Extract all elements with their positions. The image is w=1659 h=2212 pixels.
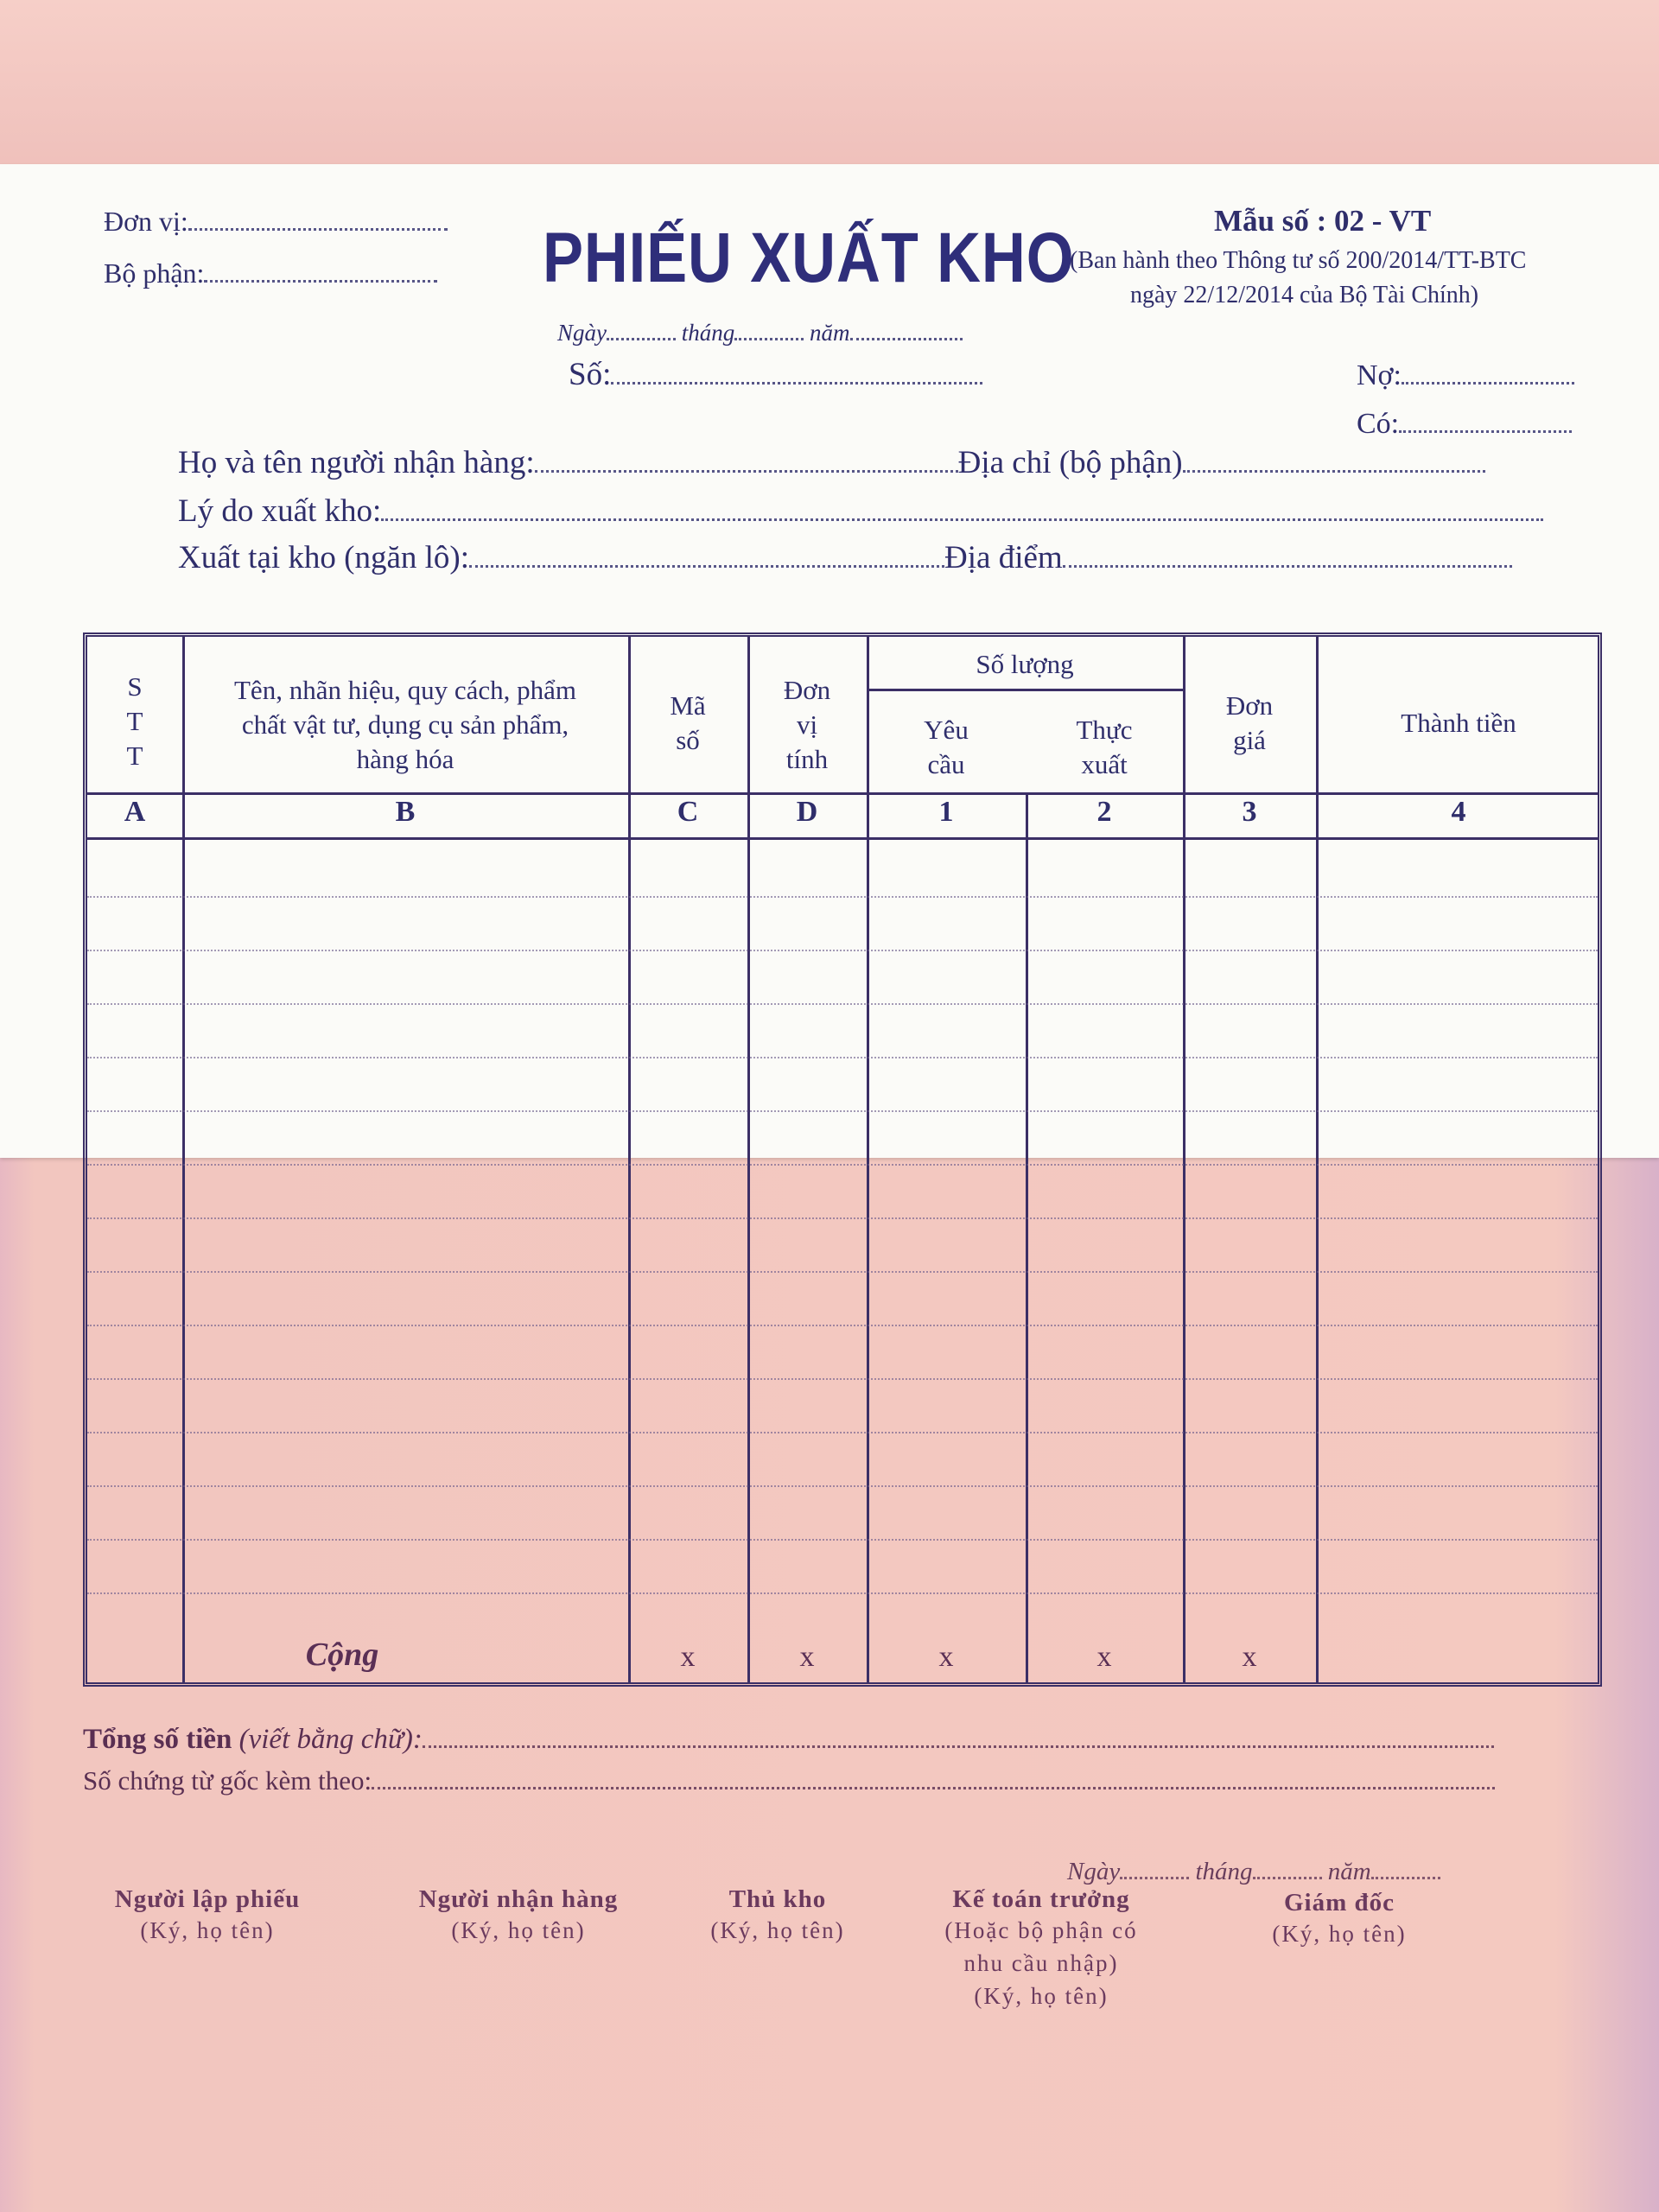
nguoi-nhan-label: Họ và tên người nhận hàng: xyxy=(178,445,535,480)
code-4: 4 xyxy=(1451,796,1466,828)
xuat-tai-kho-field xyxy=(178,539,1512,576)
signature-nguoi-lap-phieu: Người lập phiếu (Ký, họ tên) xyxy=(114,1885,301,1943)
header-date xyxy=(557,320,963,346)
signature-ke-toan-truong: Kế toán trưởng (Hoặc bộ phận có nhu cầu nhập) (Ký, họ tên) xyxy=(944,1885,1138,2009)
code-a: A xyxy=(124,796,146,828)
no-field xyxy=(1357,359,1574,392)
header-stt: S T T xyxy=(126,671,143,771)
bo-phan-field xyxy=(104,257,437,289)
header-so-luong: Số lượng xyxy=(976,649,1074,679)
nam-label: năm xyxy=(810,320,850,346)
code-3: 3 xyxy=(1242,796,1257,828)
code-1: 1 xyxy=(938,796,954,828)
tong-so-tien-label: Tổng số tiền xyxy=(83,1724,232,1755)
code-d: D xyxy=(796,796,818,828)
cong-total-label: Cộng xyxy=(305,1637,379,1673)
header-don-vi-tinh: Đơn vị tính xyxy=(783,675,831,774)
signature-thu-kho: Thủ kho (Ký, họ tên) xyxy=(710,1885,845,1943)
items-table xyxy=(83,632,1602,1687)
header-ten-hang: Tên, nhãn hiệu, quy cách, phẩm chất vật tư, dụng cụ sản phẩm, hàng hóa xyxy=(234,675,576,774)
signature-giam-doc: Giám đốc (Ký, họ tên) xyxy=(1272,1889,1407,1947)
so-chung-tu-label: Số chứng từ gốc kèm theo: xyxy=(83,1765,372,1796)
total-mark-don-gia: x xyxy=(1242,1641,1257,1673)
page-title: PHIẾU XUẤT KHO xyxy=(543,219,1075,297)
footer-ngay-label: Ngày xyxy=(1067,1858,1121,1885)
no-label: Nợ: xyxy=(1357,359,1402,391)
header-ma-so: Mã số xyxy=(670,690,706,755)
header-thuc-xuat: Thực xuất xyxy=(1076,715,1133,779)
tong-so-tien-note: (viết bằng chữ): xyxy=(238,1724,423,1755)
ngay-label: Ngày xyxy=(557,320,607,346)
signature-nguoi-nhan-hang: Người nhận hàng (Ký, họ tên) xyxy=(418,1885,619,1943)
co-field xyxy=(1357,408,1572,441)
footer-nam-label: năm xyxy=(1327,1858,1371,1885)
ban-hanh-line1: (Ban hành theo Thông tư số 200/2014/TT-BTC xyxy=(1070,247,1527,274)
header-thanh-tien: Thành tiền xyxy=(1401,708,1516,738)
code-2: 2 xyxy=(1096,796,1112,828)
dia-diem-label: Địa điểm xyxy=(944,540,1063,575)
co-label: Có: xyxy=(1357,408,1400,440)
don-vi-label: Đơn vị: xyxy=(104,206,188,237)
ly-do-label: Lý do xuất kho: xyxy=(178,493,382,529)
header-yeu-cau: Yêu cầu xyxy=(924,715,969,779)
total-mark-ma-so: x xyxy=(680,1641,696,1673)
code-b: B xyxy=(395,796,416,828)
don-vi-field xyxy=(104,206,448,238)
mau-so: Mẫu số : 02 - VT xyxy=(1214,204,1432,238)
ly-do-field xyxy=(178,493,1543,530)
footer-date xyxy=(1067,1858,1440,1886)
xuat-tai-kho-label: Xuất tại kho (ngăn lô): xyxy=(178,540,470,575)
ban-hanh-line2: ngày 22/12/2014 của Bộ Tài Chính) xyxy=(1130,282,1479,308)
dia-chi-label: Địa chỉ (bộ phận) xyxy=(957,445,1183,480)
nguoi-nhan-field xyxy=(178,444,1485,481)
tong-so-tien-field xyxy=(83,1724,1494,1756)
code-c: C xyxy=(677,796,699,828)
footer-thang-label: tháng xyxy=(1195,1858,1253,1885)
total-mark-thuc-xuat: x xyxy=(1096,1641,1112,1673)
so-label: Số: xyxy=(569,357,612,392)
total-mark-don-vi: x xyxy=(799,1641,815,1673)
total-mark-yeu-cau: x xyxy=(938,1641,954,1673)
underlying-pink-sheet-top xyxy=(0,0,1659,173)
thang-label: tháng xyxy=(681,320,735,346)
so-field xyxy=(569,356,982,393)
header-don-gia: Đơn giá xyxy=(1225,690,1274,755)
bo-phan-label: Bộ phận: xyxy=(104,257,205,289)
so-chung-tu-field xyxy=(83,1765,1495,1796)
